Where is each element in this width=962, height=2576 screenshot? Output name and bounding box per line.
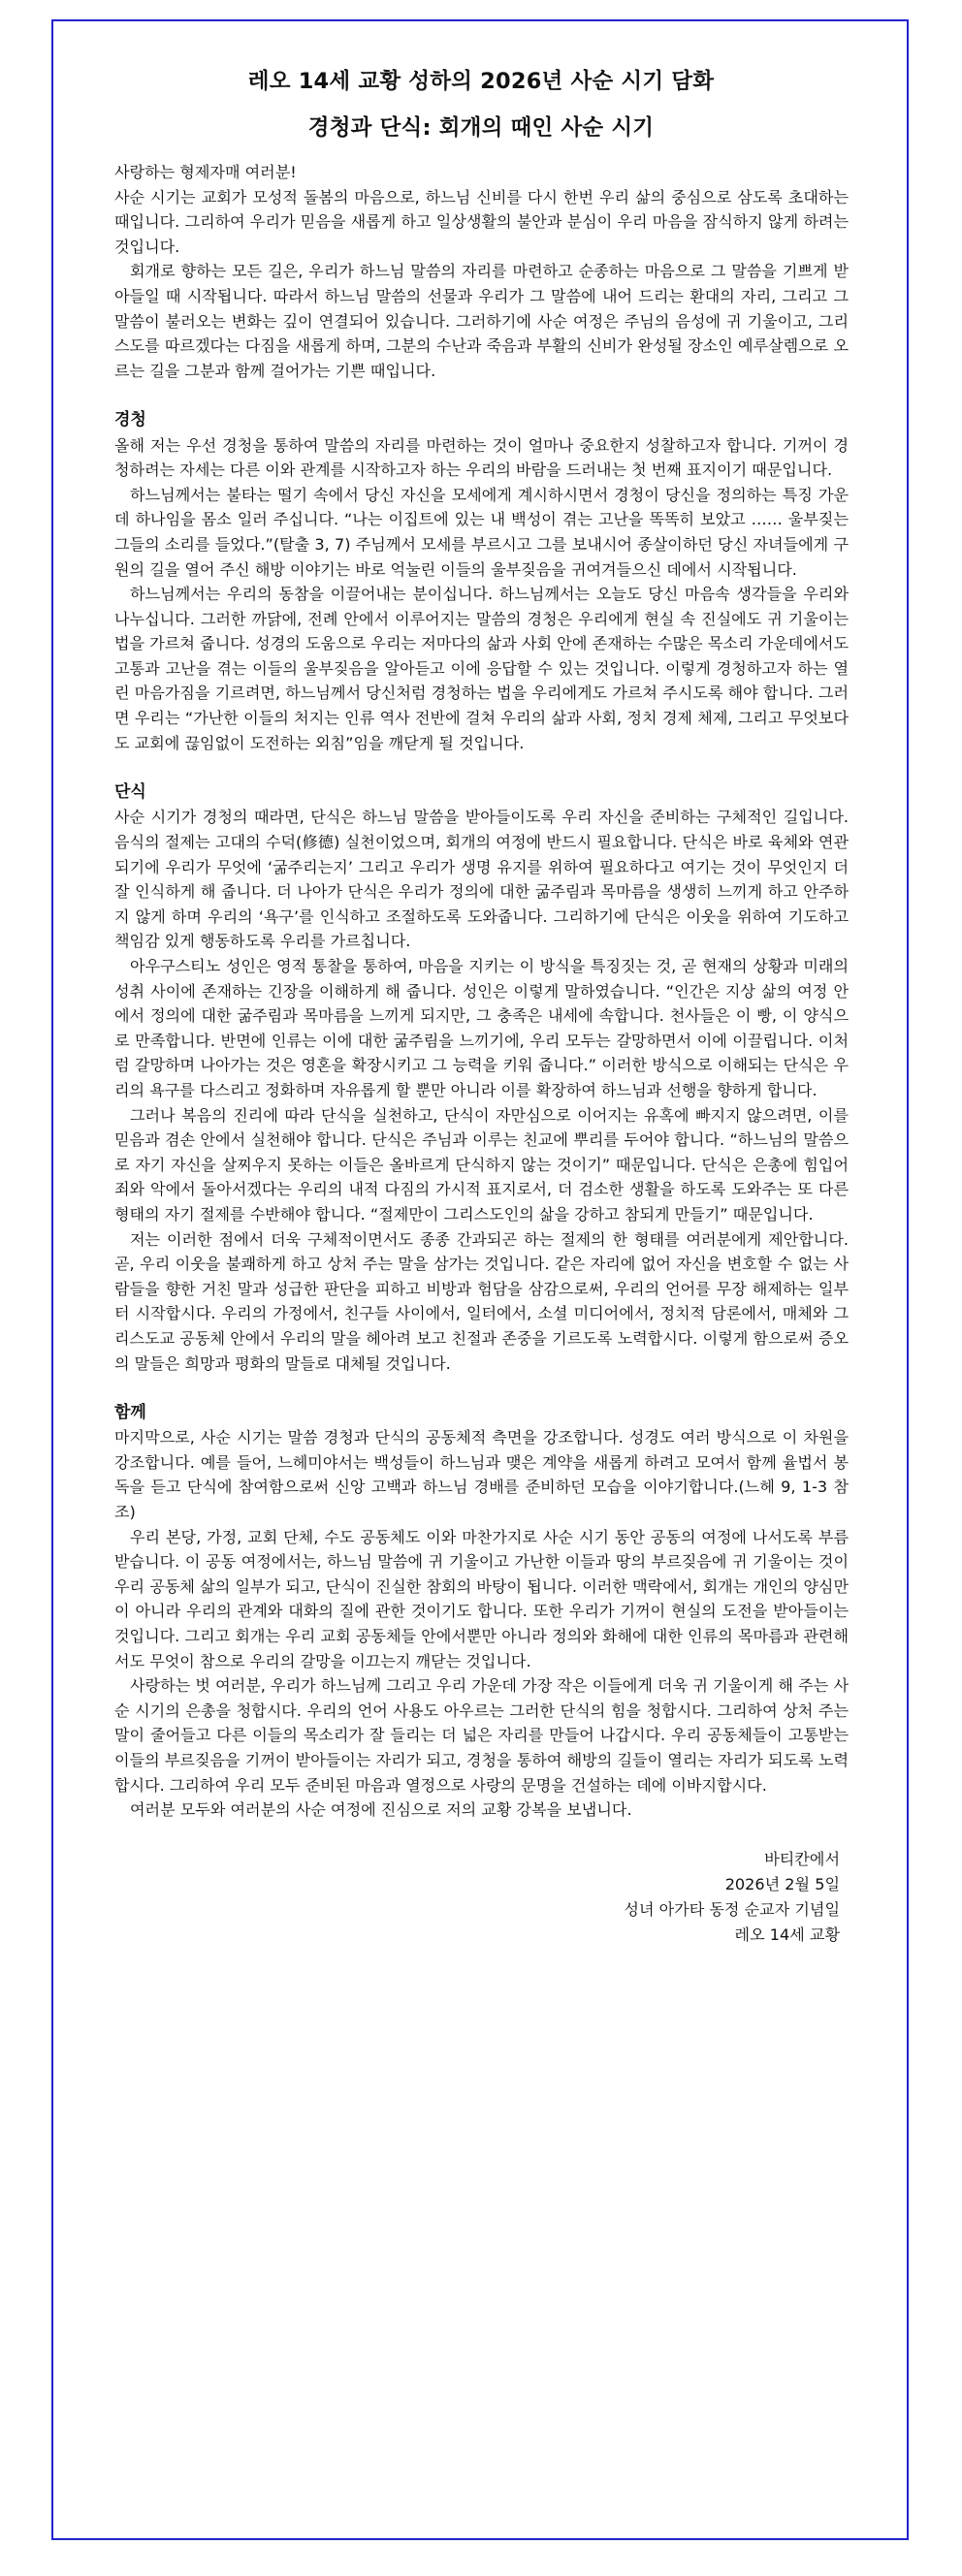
document-title: 레오 14세 교황 성하의 2026년 사순 시기 담화: [247, 69, 715, 94]
paragraph: 저는 이러한 점에서 더욱 구체적이면서도 종종 간과되곤 하는 절제의 한 형태를 여러분에게 제안합니다. 곧, 우리 이웃을 불쾌하게 하고 상처 주는 말을 삼가는 것입니다. 같은 자리에 없어 자신을 변호할 수 없는 사람들을 향한 거친 말과 성급한 판단을 피하고 비방과 험담을 삼감으로써, 우리의 언어를 무장 해제하는 일부터 시작합시다. 우리의 가정에서, 친구들 사이에서, 일터에서, 소셜 미디어에서, 정치적 담론에서, 매체와 그리스도교 공동체 안에서 우리의 말을 헤아려 보고 친절과 존중을 기르도록 노력합시다. 이렇게 함으로써 증오의 말들은 희망과 평화의 말들로 대체될 것입니다.: [114, 1229, 849, 1373]
section-heading-together: 함께: [114, 1402, 146, 1422]
signature-block: [355, 1847, 840, 1948]
signature-feast: 성녀 아가타 동정 순교자 기념일: [624, 1900, 840, 1919]
intro-paragraph: 회개로 향하는 모든 길은, 우리가 하느님 말씀의 자리를 마련하고 순종하는 마음으로 그 말씀을 기쁘게 받아들일 때 시작됩니다. 따라서 하느님 말씀의 선물과 우리가 그 말씀에 내어 드리는 환대의 자리, 그리고 그 말씀이 불러오는 변화는 깊이 연결되어 있습니다. 그러하기에 사순 여정은 주님의 음성에 귀 기울이고, 그리스도를 따르겠다는 다짐을 새롭게 하며, 그분의 수난과 죽음과 부활의 신비가 완성될 장소인 예루살렘으로 오르는 길을 그분과 함께 걸어가는 기쁜 때입니다.: [114, 262, 849, 380]
signature-date: 2026년 2월 5일: [724, 1875, 840, 1893]
section-heading-listening: 경청: [114, 409, 146, 429]
paragraph: 아우구스티노 성인은 영적 통찰을 통하여, 마음을 지키는 이 방식을 특징짓는 것, 곧 현재의 상황과 미래의 성취 사이에 존재하는 긴장을 이해하게 해 줍니다. 성인은 이렇게 말하였습니다. “인간은 지상 삶의 여정 안에서 정의에 대한 굶주림과 목마름을 느끼게 되지만, 그 충족은 내세에 속합니다. 천사들은 이 빵, 이 양식으로 만족합니다. 반면에 인류는 이에 대한 굶주림을 느끼기에, 우리 모두는 갈망하면서 이에 이끌립니다. 이처럼 갈망하며 나아가는 것은 영혼을 확장시키고 그 능력을 키워 줍니다.” 이러한 방식으로 이해되는 단식은 우리의 욕구를 다스리고 정화하며 자유롭게 할 뿐만 아니라 이를 확장하여 하느님과 선행을 향하게 합니다.: [114, 957, 849, 1099]
intro-paragraph: 사순 시기는 교회가 모성적 돌봄의 마음으로, 하느님 신비를 다시 한번 우리 삶의 중심으로 삼도록 초대하는 때입니다. 그리하여 우리가 믿음을 새롭게 하고 일상생활의 불안과 분심이 우리 마음을 잠식하지 않게 하려는 것입니다.: [114, 187, 849, 256]
message-body: [114, 160, 849, 1823]
salutation: 사랑하는 형제자매 여러분!: [114, 163, 297, 181]
signature-place: 바티칸에서: [764, 1850, 840, 1868]
paragraph: 사랑하는 벗 여러분, 우리가 하느님께 그리고 우리 가운데 가장 작은 이들에게 더욱 귀 기울이게 해 주는 사순 시기의 은총을 청합시다. 우리의 언어 사용도 아우르는 그러한 단식의 힘을 청합시다. 그리하여 상처 주는 말이 줄어들고 다른 이들의 목소리가 잘 들리는 더 넓은 자리를 만들어 나갑시다. 우리 공동체들이 고통받는 이들의 부르짖음을 기꺼이 받아들이는 자리가 되고, 경청을 통하여 해방의 길들이 열리는 자리가 되도록 노력합시다. 그리하여 우리 모두 준비된 마음과 열정으로 사랑의 문명을 건설하는 데에 이바지합시다.: [114, 1676, 849, 1795]
paragraph: 하느님께서는 불타는 떨기 속에서 당신 자신을 모세에게 계시하시면서 경청이 당신을 정의하는 특징 가운데 하나임을 몸소 일러 주십니다. “나는 이집트에 있는 내 백성이 겪는 고난을 똑똑히 보았고 …… 울부짖는 그들의 소리를 들었다.”(탈출 3, 7) 주님께서 모세를 부르시고 그를 보내시어 종살이하던 당신 자녀들에게 구원의 길을 열어 주신 해방 이야기는 바로 억눌린 이들의 울부짖음을 귀여겨들으신 데에서 시작됩니다.: [114, 485, 849, 579]
paragraph: 그러나 복음의 진리에 따라 단식을 실천하고, 단식이 자만심으로 이어지는 유혹에 빠지지 않으려면, 이를 믿음과 겸손 안에서 실천해야 합니다. 단식은 주님과 이루는 친교에 뿌리를 두어야 합니다. “하느님의 말씀으로 자기 자신을 살찌우지 못하는 이들은 올바르게 단식하지 않는 것이기” 때문입니다. 단식은 은총에 힘입어 죄와 악에서 돌아서겠다는 우리의 내적 다짐의 가시적 표지로서, 더 검소한 생활을 하도록 도와주는 또 다른 형태의 자기 절제를 수반해야 합니다. “절제만이 그리스도인의 삶을 강하고 참되게 만들기” 때문입니다.: [114, 1105, 849, 1224]
paragraph: 하느님께서는 우리의 동참을 이끌어내는 분이십니다. 하느님께서는 오늘도 당신 마음속 생각들을 우리와 나누십니다. 그러한 까닭에, 전례 안에서 이루어지는 말씀의 경청은 우리에게 현실 속 진실에도 귀 기울이는 법을 가르쳐 줍니다. 성경의 도움으로 우리는 저마다의 삶과 사회 안에 존재하는 수많은 목소리 가운데에서도 고통과 고난을 겪는 이들의 울부짖음을 알아듣고 이에 응답할 수 있는 것입니다. 이렇게 경청하고자 하는 열린 마음가짐을 기르려면, 하느님께서 당신처럼 경청하는 법을 우리에게도 가르쳐 주시도록 해야 합니다. 그러면 우리는 “가난한 이들의 처지는 인류 역사 전반에 걸쳐 우리의 삶과 사회, 정치 경제 체제, 그리고 무엇보다도 교회에 끊임없이 도전하는 외침”임을 깨닫게 될 것입니다.: [114, 585, 849, 752]
paragraph: 여러분 모두와 여러분의 사순 여정에 진심으로 저의 교황 강복을 보냅니다.: [130, 1800, 632, 1820]
paragraph: 사순 시기가 경청의 때라면, 단식은 하느님 말씀을 받아들이도록 우리 자신을 준비하는 구체적인 길입니다. 음식의 절제는 고대의 수덕(修德) 실천이었으며, 회개의 여정에 반드시 필요합니다. 단식은 바로 육체와 연관되기에 우리가 무엇에 ‘굶주리는지’ 그리고 우리가 생명 유지를 위하여 필요하다고 여기는 것이 무엇인지 더 잘 인식하게 해 줍니다. 더 나아가 단식은 우리가 정의에 대한 굶주림과 목마름을 생생히 느끼게 하고 안주하지 않게 하며 우리의 ‘욕구’를 인식하고 조절하도록 도와줍니다. 그리하기에 단식은 이웃을 위하여 기도하고 책임감 있게 행동하도록 우리를 가르칩니다.: [114, 808, 849, 951]
paragraph: 우리 본당, 가정, 교회 단체, 수도 공동체도 이와 마찬가지로 사순 시기 동안 공동의 여정에 나서도록 부름받습니다. 이 공동 여정에서는, 하느님 말씀에 귀 기울이고 가난한 이들과 땅의 부르짖음에 귀 기울이는 것이 우리 공동체 삶의 일부가 되고, 단식이 진실한 참회의 바탕이 됩니다. 이러한 맥락에서, 회개는 개인의 양심만이 아니라 우리의 관계와 대화의 질에 관한 것이기도 합니다. 또한 우리가 기꺼이 현실의 도전을 받아들이는 것입니다. 그리고 회개는 우리 교회 공동체들 안에서뿐만 아니라 정의와 화해에 대한 인류의 목마름과 관련해서도 무엇이 참으로 우리의 갈망을 이끄는지 깨닫는 것입니다.: [114, 1527, 849, 1670]
paragraph: 올해 저는 우선 경청을 통하여 말씀의 자리를 마련하는 것이 얼마나 중요한지 성찰하고자 합니다. 기꺼이 경청하려는 자세는 다른 이와 관계를 시작하고자 하는 우리의 바람을 드러내는 첫 번째 표지이기 때문입니다.: [114, 435, 849, 480]
section-heading-fasting: 단식: [114, 781, 146, 802]
document-subtitle: 경청과 단식: 회개의 때인 사순 시기: [307, 115, 655, 141]
paragraph: 마지막으로, 사순 시기는 말씀 경청과 단식의 공동체적 측면을 강조합니다. 성경도 여러 방식으로 이 차원을 강조합니다. 예를 들어, 느헤미야서는 백성들이 하느님과 맺은 계약을 새롭게 하려고 모여서 함께 율법서 봉독을 듣고 단식에 참여함으로써 신앙 고백과 하느님 경배를 준비하던 모습을 이야기합니다.(느헤 9, 1-3 참조): [114, 1428, 849, 1522]
signature-author: 레오 14세 교황: [734, 1925, 840, 1944]
